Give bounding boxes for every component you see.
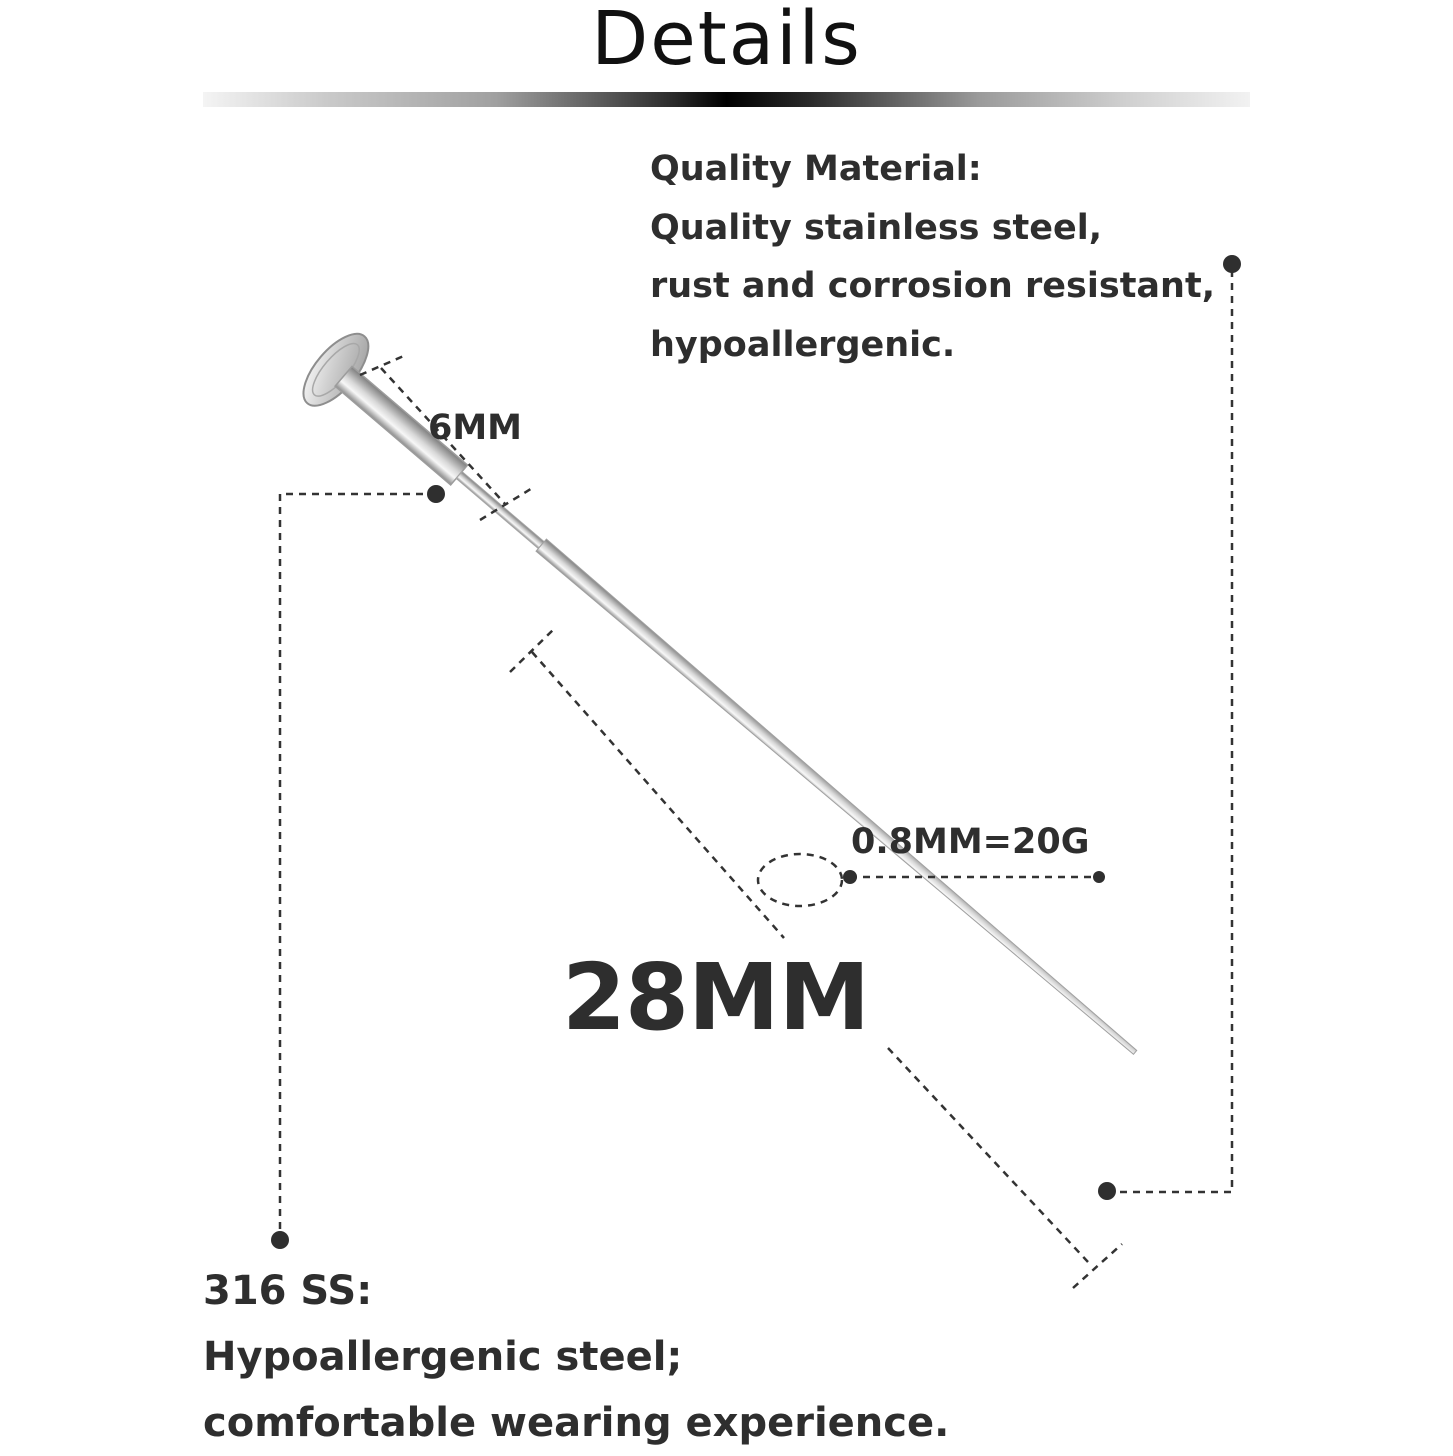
length-tick-top: [510, 627, 556, 672]
length-tick-bottom: [1073, 1244, 1122, 1288]
length-line-upper: [532, 652, 784, 938]
ss-leader: [280, 494, 436, 1238]
head-diameter-label: 6MM: [428, 408, 523, 448]
gauge-ring: [758, 854, 842, 906]
steel-grade-text: [203, 1258, 949, 1456]
quality-material-text: [650, 140, 1215, 374]
quality-line-3: hypoallergenic.: [650, 324, 956, 365]
pin-connector: [456, 472, 544, 549]
quality-line-1: Quality stainless steel,: [650, 207, 1103, 248]
collar-dot: [427, 485, 445, 503]
quality-heading: Quality Material:: [650, 149, 982, 189]
annotation-lines: [280, 265, 1232, 1288]
ss-line-2: comfortable wearing experience.: [203, 1400, 950, 1446]
page-title: Details: [591, 0, 862, 82]
gauge-label: 0.8MM=20G: [851, 822, 1090, 862]
ss-heading: 316 SS:: [203, 1268, 373, 1314]
gauge-end-dot: [1093, 871, 1105, 883]
quality-dot: [1223, 255, 1241, 273]
quality-leader: [1107, 265, 1232, 1192]
ss-line-1: Hypoallergenic steel;: [203, 1334, 683, 1380]
gauge-dot: [843, 870, 857, 884]
tip-dot: [1098, 1182, 1116, 1200]
length-line-lower: [888, 1048, 1088, 1262]
annotation-dots: [271, 255, 1241, 1249]
quality-line-2: rust and corrosion resistant,: [650, 266, 1215, 306]
length-label: 28MM: [562, 944, 870, 1051]
ss-dot: [271, 1231, 289, 1249]
